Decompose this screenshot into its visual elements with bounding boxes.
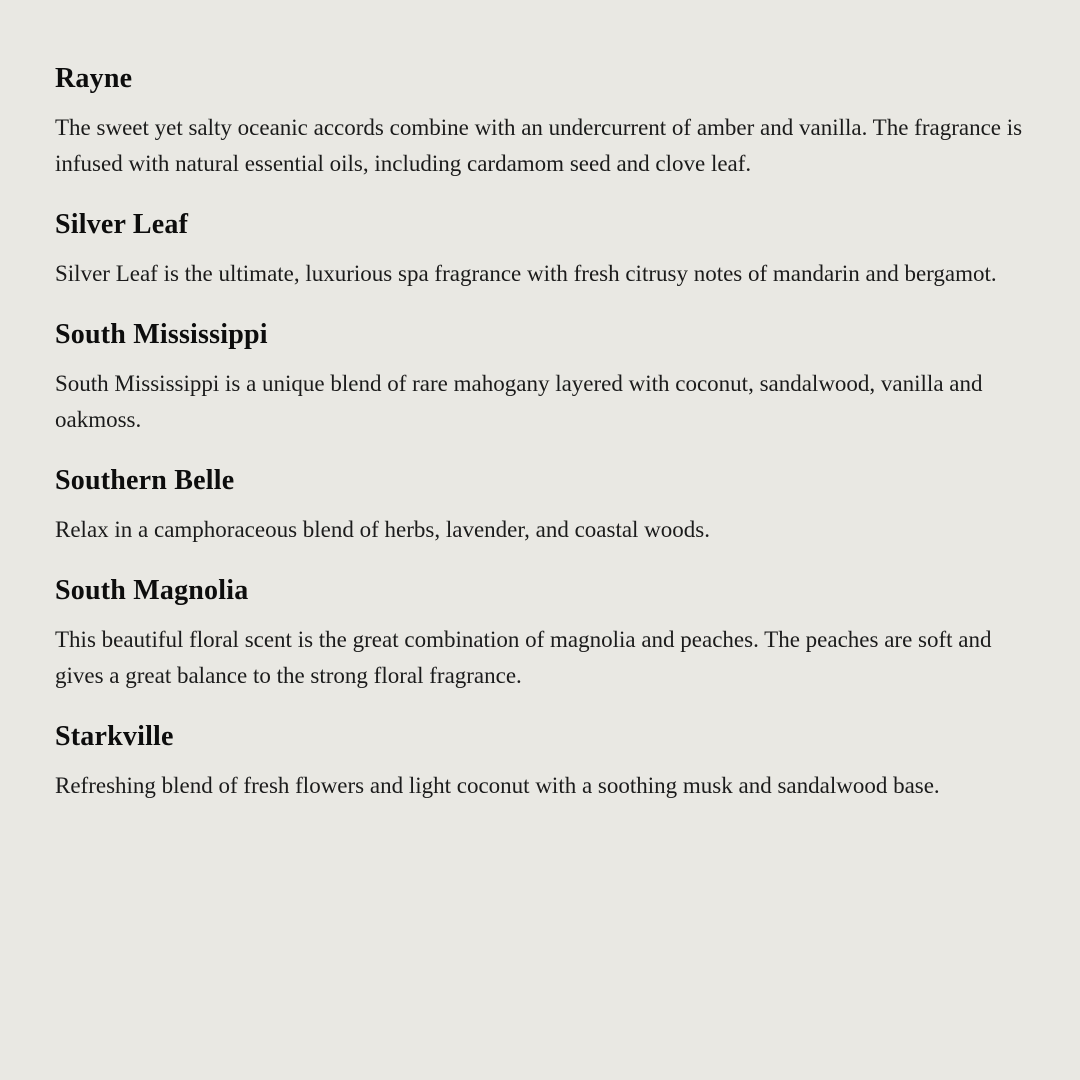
fragrance-description: South Mississippi is a unique blend of rare mahogany layered with coconut, sandalwood, vanilla and oakmoss.	[55, 371, 983, 432]
fragrance-section-south-mississippi	[55, 318, 1028, 438]
fragrance-description: Refreshing blend of fresh flowers and light coconut with a soothing musk and sandalwood base.	[55, 773, 940, 798]
fragrance-section-rayne	[55, 62, 1028, 182]
fragrance-name: Rayne	[55, 63, 133, 94]
fragrance-section-southern-belle	[55, 464, 1028, 548]
fragrance-section-starkville	[55, 720, 1028, 804]
fragrance-name: Starkville	[55, 721, 174, 752]
fragrance-name: Southern Belle	[55, 465, 235, 496]
fragrance-name: South Magnolia	[55, 575, 249, 606]
fragrance-section-silver-leaf	[55, 208, 1028, 292]
fragrance-section-south-magnolia	[55, 574, 1028, 694]
fragrance-name: South Mississippi	[55, 319, 268, 350]
fragrance-description: Silver Leaf is the ultimate, luxurious spa fragrance with fresh citrusy notes of mandarin and bergamot.	[55, 261, 997, 286]
fragrance-description: This beautiful floral scent is the great combination of magnolia and peaches. The peaches are soft and gives a great balance to the strong floral fragrance.	[55, 627, 992, 688]
fragrance-name: Silver Leaf	[55, 209, 189, 240]
fragrance-description: The sweet yet salty oceanic accords combine with an undercurrent of amber and vanilla. The fragrance is infused with natural essential oils, including cardamom seed and clove leaf.	[55, 115, 1023, 176]
fragrance-description: Relax in a camphoraceous blend of herbs, lavender, and coastal woods.	[55, 517, 710, 542]
